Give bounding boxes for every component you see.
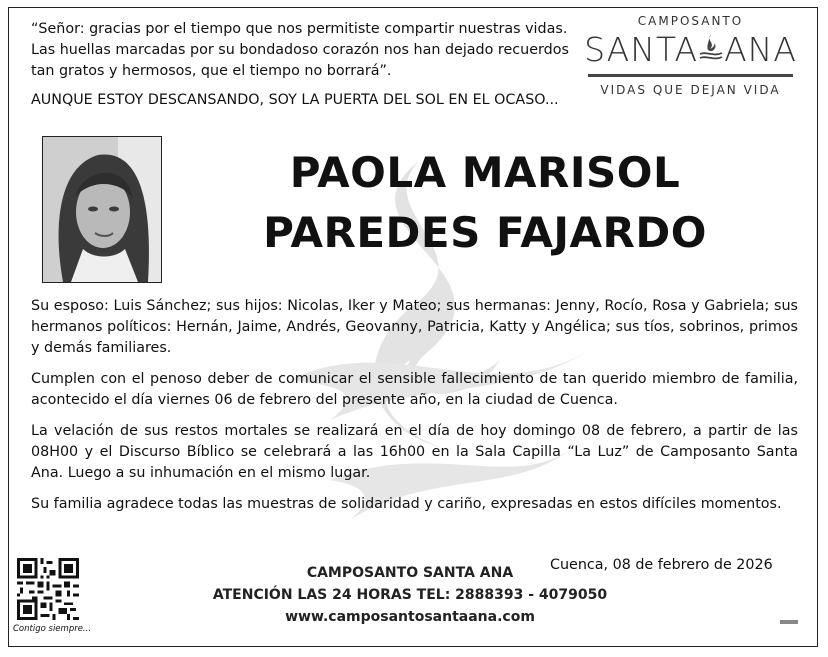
- logo-top-label: CAMPOSANTO: [637, 14, 744, 28]
- notice-paragraph: Cumplen con el penoso deber de comunicar el sensible fallecimiento de tan querido miembro de familia, acontecido el día viernes 06 de febrero del presente año, en la ciudad de Cuenca.: [31, 371, 798, 408]
- motto-text: AUNQUE ESTOY DESCANSANDO, SOY LA PUERTA DEL SOL EN EL OCASO...: [31, 92, 559, 108]
- logo-divider: [588, 74, 793, 77]
- camposanto-logo: [578, 14, 803, 114]
- qr-code-icon[interactable]: [13, 558, 83, 620]
- name-line-2: PAREDES FAJARDO: [263, 208, 707, 257]
- family-paragraph: Su esposo: Luis Sánchez; sus hijos: Nicolas, Iker y Mateo; sus hermanas: Jenny, Rocío, Rosa y Gabriela; sus hermanos políticos: Hernán, Jaime, Andrés, Geovanny, Patricia, Katty y Angélica; sus tíos, sobrinos, primos y demás familiares.: [31, 298, 798, 356]
- opening-quote: “Señor: gracias por el tiempo que nos permitiste compartir nuestras vidas. Las huellas marcadas por su bondadoso corazón nos han dejado recuerdos tan gratos y hermosos, que el tiempo no borrará”.: [31, 21, 569, 79]
- logo-brand-left: SANTA: [584, 30, 699, 69]
- logo-brand: [578, 30, 803, 70]
- thanks-paragraph: Su familia agradece todas las muestras de solidaridad y cariño, expresadas en estos difíciles momentos.: [31, 496, 782, 512]
- publication-date: Cuenca, 08 de febrero de 2026: [550, 557, 773, 573]
- flame-wave-icon: [698, 33, 724, 63]
- footer-phone: ATENCIÓN LAS 24 HORAS TEL: 2888393 - 4079050: [212, 587, 608, 603]
- deceased-photo: [42, 136, 162, 283]
- service-paragraph: La velación de sus restos mortales se realizará en el día de hoy domingo 08 de febrero, a partir de las 08H00 y el Discurso Bíblico se celebrará a las 16h00 en la Sala Capilla “La Luz” de Camposanto Santa Ana. Luego a su inhumación en el mismo lugar.: [31, 423, 798, 481]
- corner-mark: [780, 620, 798, 624]
- deceased-name: [190, 143, 780, 263]
- logo-tagline: VIDAS QUE DEJAN VIDA: [600, 83, 781, 97]
- name-line-1: PAOLA MARISOL: [289, 148, 681, 197]
- footer-company: CAMPOSANTO SANTA ANA: [306, 565, 514, 581]
- logo-brand-right: ANA: [724, 30, 797, 69]
- announcement-body: [31, 296, 798, 525]
- portrait-image: [43, 137, 161, 282]
- qr-caption: Contigo siempre...: [13, 624, 92, 634]
- footer-website[interactable]: www.camposantosantaana.com: [285, 609, 535, 625]
